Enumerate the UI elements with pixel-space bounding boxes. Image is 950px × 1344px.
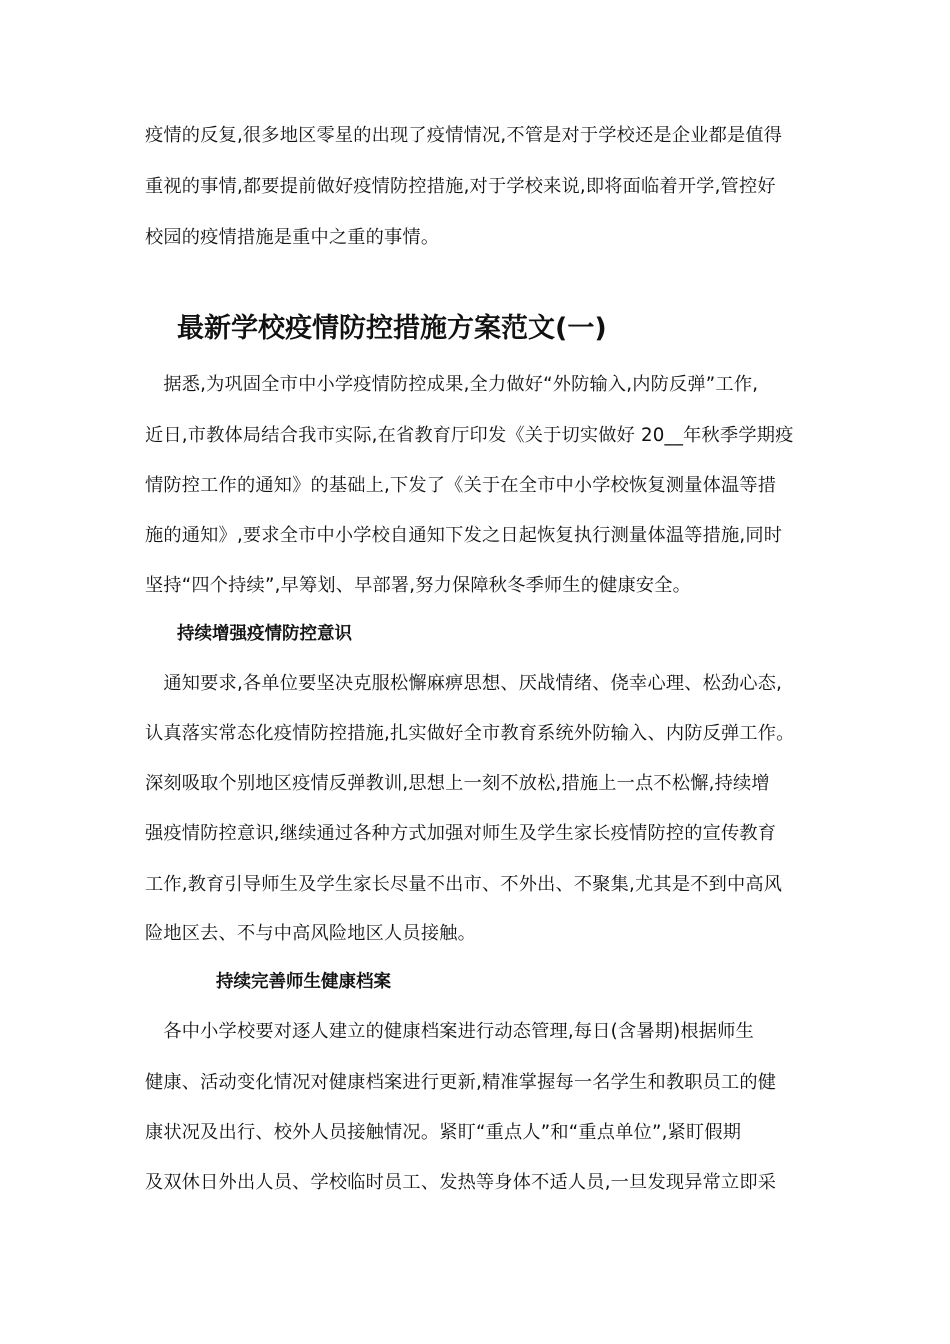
paragraph-line: 工作,教育引导师生及学生家长尽量不出市、不外出、不聚集,尤其是不到中高风 (145, 874, 783, 895)
paragraph-line: 通知要求,各单位要坚决克服松懈麻痹思想、厌战情绪、侥幸心理、松劲心态, (145, 673, 783, 694)
paragraph-line: 认真落实常态化疫情防控措施,扎实做好全市教育系统外防输入、内防反弹工作。 (145, 723, 795, 744)
paragraph-line: 坚持“四个持续”,早筹划、早部署,努力保障秋冬季师生的健康安全。 (145, 575, 692, 596)
paragraph-line: 深刻吸取个别地区疫情反弹教训,思想上一刻不放松,措施上一点不松懈,持续增 (145, 773, 770, 794)
paragraph-line: 险地区去、不与中高风险地区人员接触。 (145, 923, 476, 944)
paragraph-line: 及双休日外出人员、学校临时员工、发热等身体不适人员,一旦发现异常立即采 (145, 1172, 777, 1193)
section-heading: 持续完善师生健康档案 (216, 972, 391, 992)
document-title: 最新学校疫情防控措施方案范文(一) (177, 313, 607, 344)
paragraph-line: 施的通知》,要求全市中小学校自通知下发之日起恢复执行测量体温等措施,同时 (145, 525, 783, 546)
paragraph-line: 健康、活动变化情况对健康档案进行更新,精准掌握每一名学生和教职员工的健 (145, 1072, 777, 1093)
paragraph-line: 据悉,为巩固全市中小学疫情防控成果,全力做好“外防输入,内防反弹”工作, (145, 374, 759, 395)
paragraph-line: 近日,市教体局结合我市实际,在省教育厅印发《关于切实做好 20__年秋季学期疫 (145, 425, 794, 446)
section-heading: 持续增强疫情防控意识 (177, 624, 352, 644)
paragraph-line: 各中小学校要对逐人建立的健康档案进行动态管理,每日(含暑期)根据师生 (145, 1021, 754, 1042)
intro-line: 重视的事情,都要提前做好疫情防控措施,对于学校来说,即将面临着开学,管控好 (145, 176, 776, 197)
intro-line: 校园的疫情措施是重中之重的事情。 (145, 227, 440, 248)
paragraph-line: 强疫情防控意识,继续通过各种方式加强对师生及学生家长疫情防控的宣传教育 (145, 823, 777, 844)
paragraph-line: 康状况及出行、校外人员接触情况。紧盯“重点人”和“重点单位”,紧盯假期 (145, 1122, 742, 1143)
paragraph-line: 情防控工作的通知》的基础上,下发了《关于在全市中小学校恢复测量体温等措 (145, 475, 777, 496)
intro-line: 疫情的反复,很多地区零星的出现了疫情情况,不管是对于学校还是企业都是值得 (145, 125, 783, 146)
